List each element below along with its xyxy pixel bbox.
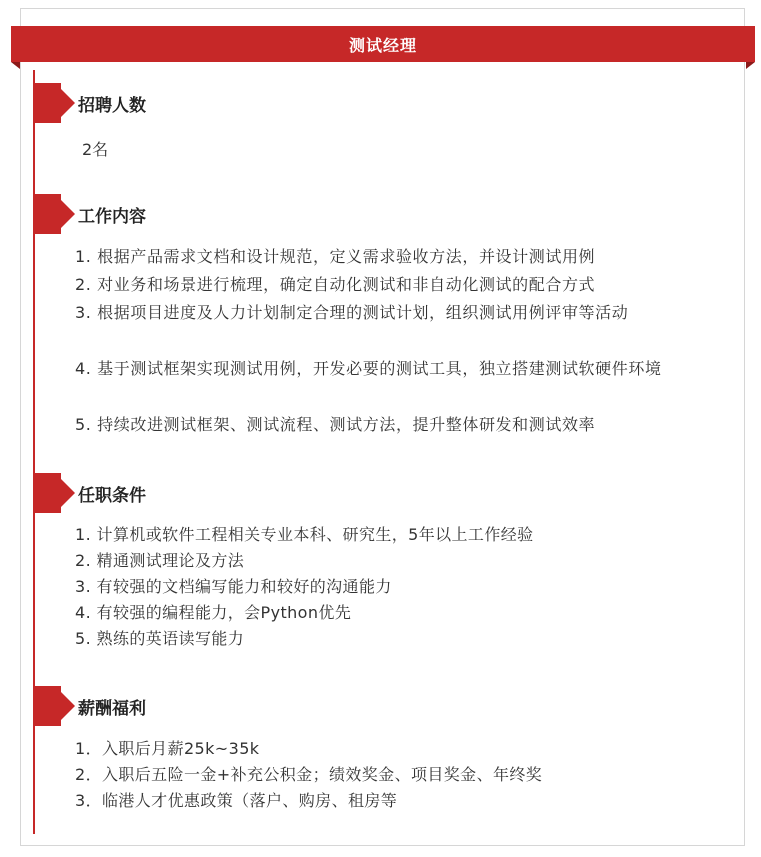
duty-item: 5. 持续改进测试框架、测试流程、测试方法，提升整体研发和测试效率 (75, 415, 596, 434)
flag-marker-icon (35, 473, 61, 513)
banner-fold-right (746, 62, 755, 69)
section-header-requirements (35, 473, 146, 513)
flag-marker-icon (35, 83, 61, 123)
section-header-duties (35, 194, 146, 234)
requirement-item: 5. 熟练的英语读写能力 (75, 629, 245, 648)
banner-fold-left (11, 62, 20, 69)
section-title-headcount: 招聘人数 (78, 95, 146, 116)
section-title-duties: 工作内容 (78, 206, 146, 227)
section-title-benefits: 薪酬福利 (78, 698, 146, 719)
section-header-headcount (35, 83, 146, 123)
benefit-item: 3．临港人才优惠政策（落户、购房、租房等 (75, 791, 398, 810)
job-title: 测试经理 (348, 35, 417, 55)
requirement-item: 4. 有较强的编程能力，会Python优先 (75, 603, 352, 622)
job-title-banner (11, 26, 755, 62)
requirement-item: 1. 计算机或软件工程相关专业本科、研究生，5年以上工作经验 (75, 525, 534, 544)
flag-marker-icon (35, 194, 61, 234)
requirement-item: 2. 精通测试理论及方法 (75, 551, 245, 570)
duty-item: 3. 根据项目进度及人力计划制定合理的测试计划，组织测试用例评审等活动 (75, 303, 629, 322)
headcount-value: 2名 (82, 140, 109, 159)
duty-item: 4. 基于测试框架实现测试用例，开发必要的测试工具，独立搭建测试软硬件环境 (75, 359, 662, 378)
duty-item: 1. 根据产品需求文档和设计规范，定义需求验收方法，并设计测试用例 (75, 247, 596, 266)
section-header-benefits (35, 686, 146, 726)
section-title-requirements: 任职条件 (78, 485, 146, 506)
flag-marker-icon (35, 686, 61, 726)
benefit-item: 1．入职后月薪25k~35k (75, 739, 260, 758)
requirement-item: 3. 有较强的文档编写能力和较好的沟通能力 (75, 577, 392, 596)
duty-item: 2. 对业务和场景进行梳理，确定自动化测试和非自动化测试的配合方式 (75, 275, 596, 294)
benefit-item: 2．入职后五险一金+补充公积金；绩效奖金、项目奖金、年终奖 (75, 765, 543, 784)
